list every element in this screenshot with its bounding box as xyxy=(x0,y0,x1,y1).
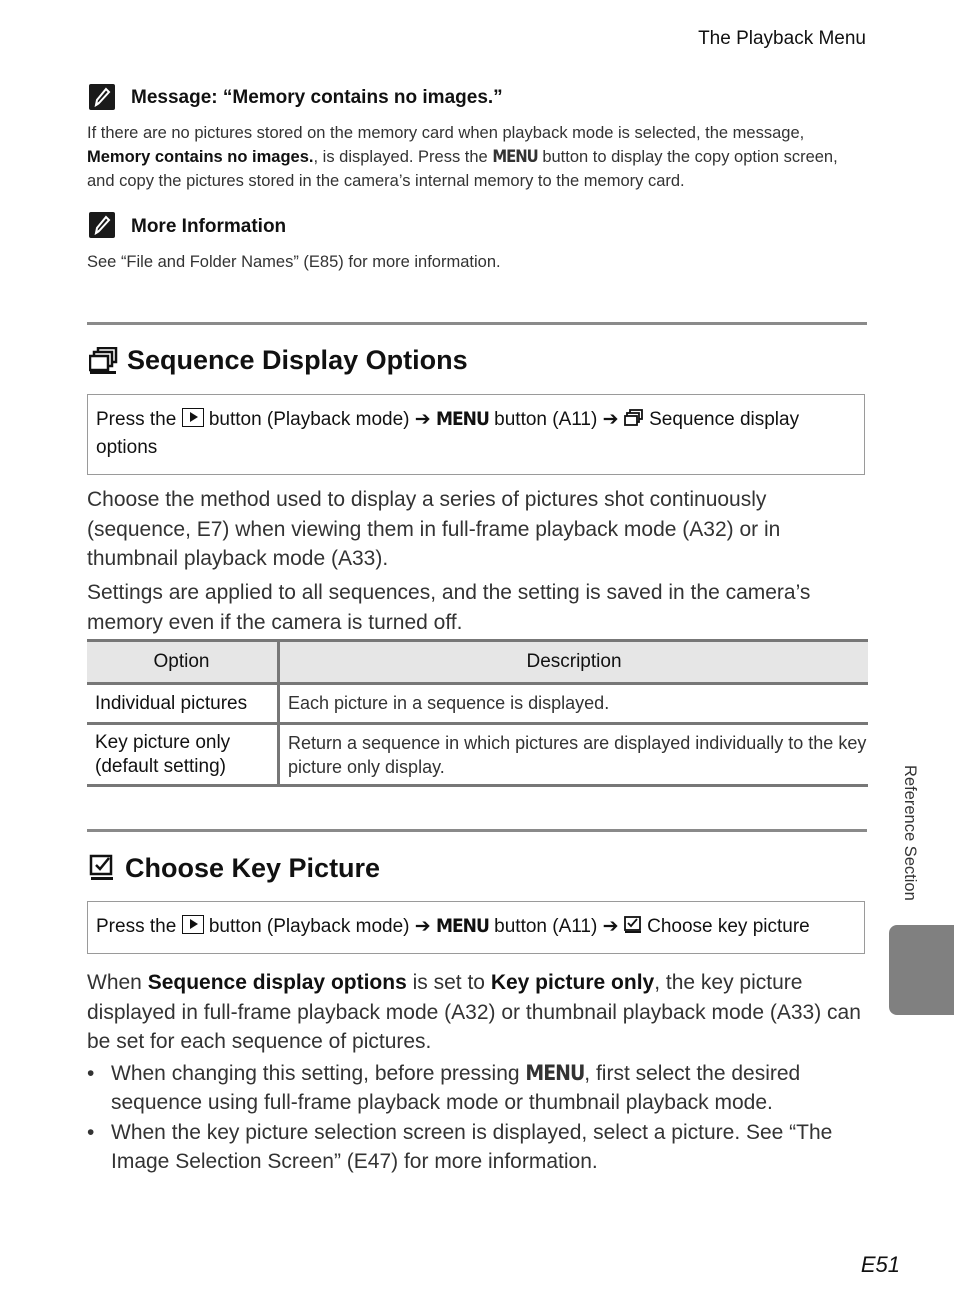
reference-link[interactable]: E85 xyxy=(308,253,339,271)
note-title-memory: Message: “Memory contains no images.” xyxy=(131,87,503,108)
nav-path-box-choose-key: Press the button (Playback mode) ➔ MENU button (A11) ➔ Choose key picture xyxy=(87,901,865,954)
sequence-display-icon xyxy=(89,347,119,375)
menu-button-glyph: MENU xyxy=(435,408,489,430)
sequence-paragraph-1: Choose the method used to display a series of pictures shot continuously (sequence, E7) when viewing them in full-frame playback mode (A32) or in thumbnail playback mode (A33). xyxy=(87,488,781,570)
option-cell: Individual pictures xyxy=(87,684,279,724)
choose-key-intro: When Sequence display options is set to Key picture only, the key picture displayed in full-frame playback mode (A32) or thumbnail playback mode (A33) can be set for each sequence of pictures. xyxy=(87,971,861,1053)
sequence-paragraph-2: Settings are applied to all sequences, and the setting is saved in the camera’s memory even if the camera is turned off. xyxy=(87,581,811,634)
table-header-description: Description xyxy=(279,641,869,684)
menu-button-glyph: MENU xyxy=(492,147,538,166)
arrow-icon: ➔ xyxy=(602,916,619,937)
table-row xyxy=(87,684,868,724)
menu-button-glyph: MENU xyxy=(435,915,489,937)
option-cell: Key picture only (default setting) xyxy=(87,724,279,786)
side-tab-label: Reference Section xyxy=(901,765,919,901)
reference-link[interactable]: A11 xyxy=(558,409,591,430)
choose-key-picture-icon-small xyxy=(624,916,642,934)
arrow-icon: ➔ xyxy=(414,409,431,430)
options-table xyxy=(87,639,868,787)
playback-button-icon xyxy=(182,408,204,427)
description-cell: Return a sequence in which pictures are displayed individually to the key picture only display. xyxy=(279,724,869,786)
arrow-icon: ➔ xyxy=(602,409,619,430)
table-header-row xyxy=(87,641,868,684)
note-body-more-info: See “File and Folder Names” (E85) for more information. xyxy=(87,253,501,271)
sequence-display-icon-small xyxy=(624,409,644,427)
side-tab xyxy=(889,925,954,1015)
menu-button-glyph: MENU xyxy=(525,1061,585,1085)
section-divider xyxy=(87,829,867,832)
running-header: The Playback Menu xyxy=(698,28,866,49)
note-body-memory: If there are no pictures stored on the memory card when playback mode is selected, the message, Memory contains no images., is displayed. Press the MENU button to display the copy option screen, and copy the pictures stored in the camera’s internal memory to the memory card. xyxy=(87,124,838,190)
section-title-choose-key: Choose Key Picture xyxy=(89,853,380,884)
playback-button-icon xyxy=(182,915,204,934)
note-pencil-icon xyxy=(89,212,115,238)
section-title-sequence: Sequence Display Options xyxy=(89,345,468,376)
arrow-icon: ➔ xyxy=(414,916,431,937)
bullet-icon: • xyxy=(87,1121,95,1144)
nav-path-box-sequence: Press the button (Playback mode) ➔ MENU button (A11) ➔ Sequence display options xyxy=(87,394,865,475)
table-header-option: Option xyxy=(87,641,279,684)
note-title-more-info: More Information xyxy=(131,216,287,237)
memory-message-bold: Memory contains no images. xyxy=(87,148,314,166)
table-row xyxy=(87,724,868,786)
page-number: E51 xyxy=(860,1252,900,1277)
bullet-icon: • xyxy=(87,1062,95,1085)
note-pencil-icon xyxy=(89,84,115,110)
list-item: • When the key picture selection screen is displayed, select a picture. See “The Image Selection Screen” (E47) for more information. xyxy=(87,1118,867,1176)
list-item: • When changing this setting, before pressing MENU, first select the desired sequence using full-frame playback mode or thumbnail playback mode. xyxy=(87,1059,867,1117)
description-cell: Each picture in a sequence is displayed. xyxy=(279,684,869,724)
reference-link[interactable]: A11 xyxy=(558,916,591,937)
section-divider xyxy=(87,322,867,325)
choose-key-picture-icon xyxy=(89,854,117,884)
